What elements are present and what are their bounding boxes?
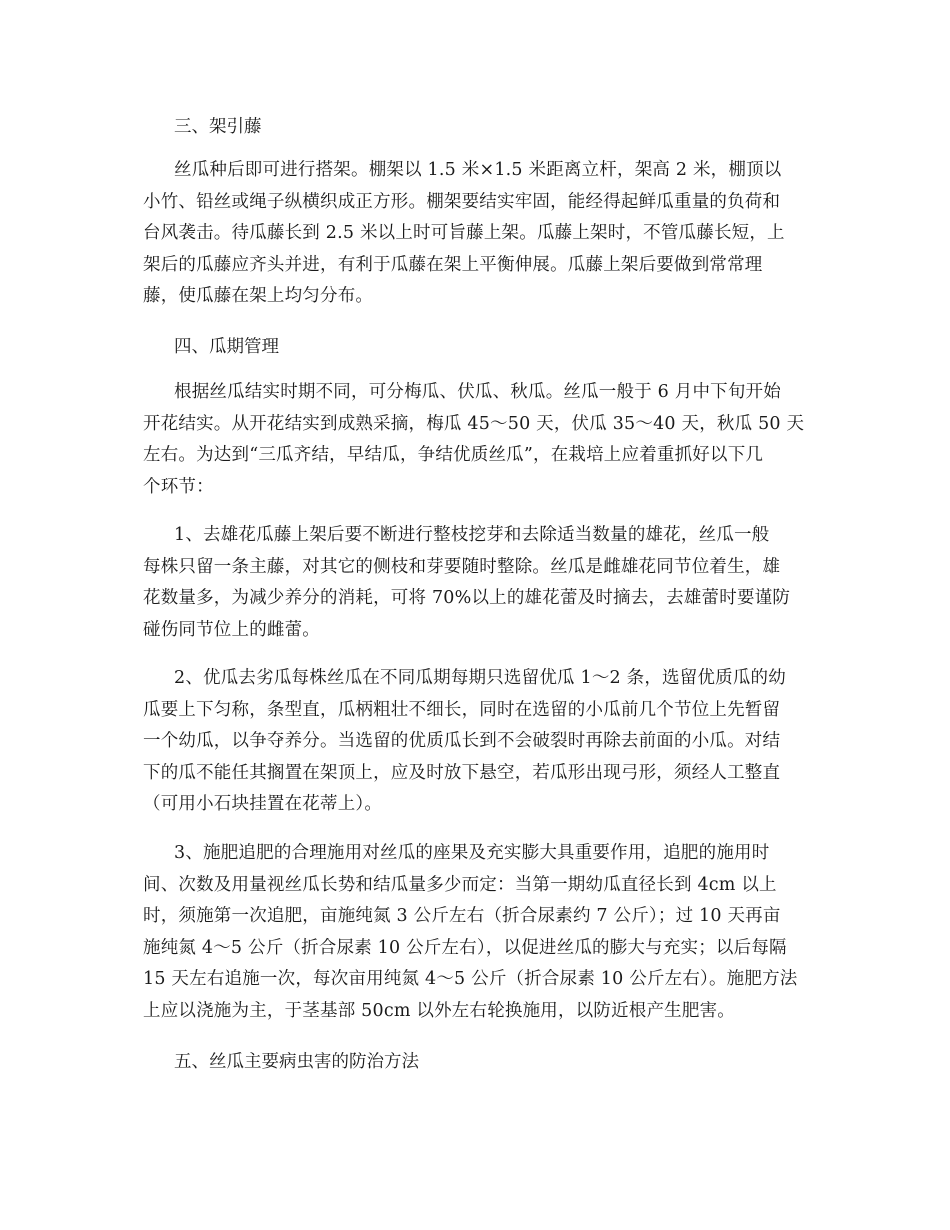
text-line: 3、施肥追肥的合理施用对丝瓜的座果及充实膨大具重要作用，追肥的施用时 (174, 843, 770, 863)
text-line: 开花结实。从开花结实到成熟采摘，梅瓜 45～50 天，伏瓜 35～40 天，秋瓜 50 天 (143, 413, 805, 434)
text-line: 时，须施第一次追肥，亩施纯氮 3 公斤左右（折合尿素约 7 公斤）；过 10 天再亩 (143, 906, 781, 926)
text-line: 一个幼瓜，以争夺养分。当选留的优质瓜长到不会破裂时再除去前面的小瓜。对结 (143, 731, 781, 751)
text-line: 花数量多，为减少养分的消耗，可将 70%以上的雄花蕾及时摘去，去雄蕾时要谨防 (143, 588, 791, 608)
section-heading-3: 三、架引藤 (174, 117, 262, 137)
section-heading-5: 五、丝瓜主要病虫害的防治方法 (174, 1052, 419, 1072)
text-line: 丝瓜种后即可进行搭架。棚架以 1.5 米×1.5 米距离立杆，架高 2 米，棚顶以 (174, 160, 782, 180)
text-line: 小竹、铅丝或绳子纵横织成正方形。棚架要结实牢固，能经得起鲜瓜重量的负荷和 (143, 191, 781, 212)
list-item-2 (143, 663, 811, 821)
text-line: 下的瓜不能任其搁置在架顶上，应及时放下悬空，若瓜形出现弓形，须经人工整直 (143, 762, 781, 783)
text-line: 每株只留一条主藤，对其它的侧枝和芽要随时整除。丝瓜是雌雄花同节位着生，雄 (143, 556, 781, 577)
text-line: 左右。为达到“三瓜齐结，早结瓜，争结优质丝瓜”，在栽培上应着重抓好以下几 (143, 445, 764, 465)
text-line: 架后的瓜藤应齐头并进，有利于瓜藤在架上平衡伸展。瓜藤上架后要做到常常理 (143, 254, 763, 275)
text-line: 台风袭击。待瓜藤长到 2.5 米以上时可旨藤上架。瓜藤上架时，不管瓜藤长短，上 (143, 223, 785, 243)
text-line: 15 天左右追施一次，每次亩用纯氮 4～5 公斤（折合尿素 10 公斤左右）。施肥方法 (143, 969, 798, 989)
text-line: 根据丝瓜结实时期不同，可分梅瓜、伏瓜、秋瓜。丝瓜一般于 6 月中下旬开始 (174, 382, 781, 402)
text-line: 藤，使瓜藤在架上均匀分布。 (143, 286, 374, 306)
list-item-3 (143, 838, 811, 1027)
paragraph-melon-period (143, 377, 811, 503)
section-heading-4: 四、瓜期管理 (174, 337, 279, 357)
text-line: 瓜要上下匀称，条型直，瓜柄粗壮不细长，同时在选留的小瓜前几个节位上先暂留 (143, 699, 781, 720)
text-line: 2、优瓜去劣瓜每株丝瓜在不同瓜期每期只选留优瓜 1～2 条，选留优质瓜的幼 (174, 668, 786, 688)
paragraph-trellis (143, 155, 811, 313)
text-line: 碰伤同节位上的雌蕾。 (143, 619, 320, 640)
text-line: 施纯氮 4～5 公斤（折合尿素 10 公斤左右），以促进丝瓜的膨大与充实；以后每隔 (143, 937, 787, 958)
text-line: （可用小石块挂置在花蒂上）。 (143, 794, 383, 814)
text-line: 个环节： (143, 476, 214, 497)
text-line: 上应以浇施为主，于茎基部 50cm 以外左右轮换施用，以防近根产生肥害。 (143, 1000, 735, 1021)
text-line: 间、次数及用量视丝瓜长势和结瓜量多少而定：当第一期幼瓜直径长到 4cm 以上 (143, 874, 777, 895)
text-line: 1、去雄花瓜藤上架后要不断进行整枝挖芽和去除适当数量的雄花，丝瓜一般 (174, 525, 770, 545)
list-item-1 (143, 520, 811, 646)
